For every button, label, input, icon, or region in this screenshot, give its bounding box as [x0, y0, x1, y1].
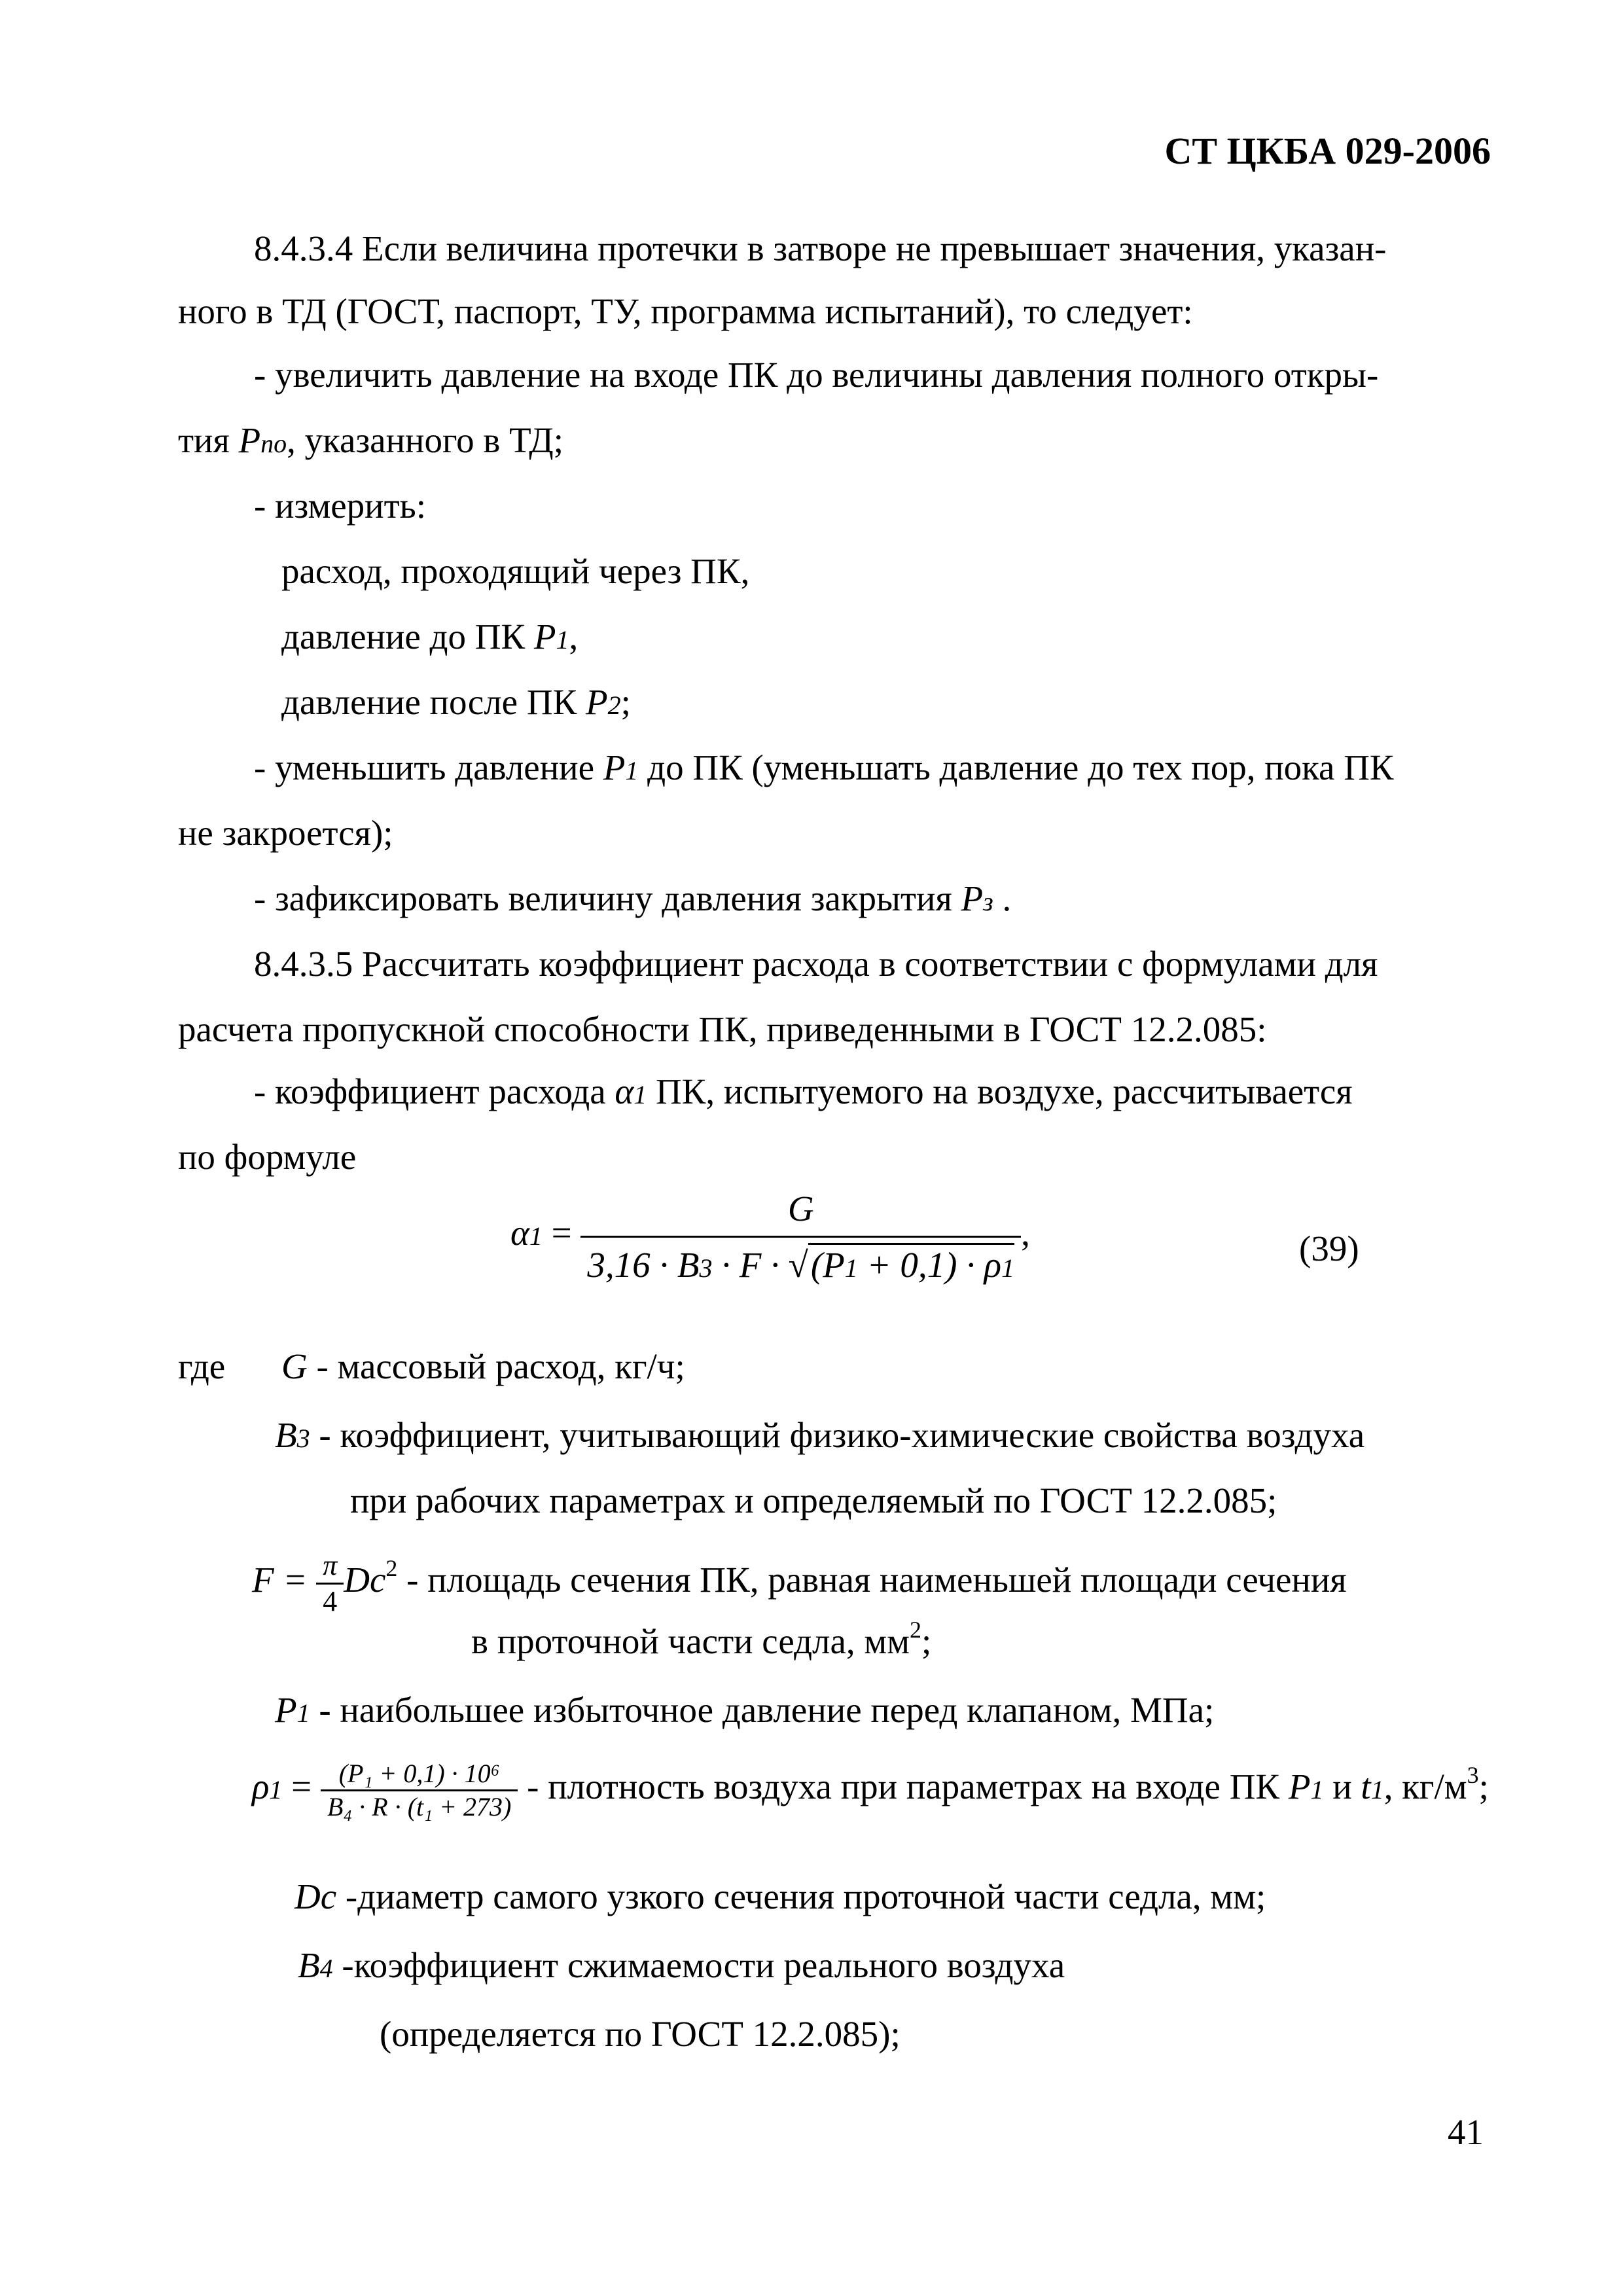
definition-rho: ρ1 = $\frac{\text{(P₁ + 0,1) · 10⁶}}{\text{B₄ · R · (t₁ + 273)}}$ - плотность воздуха при параметрах на входе ПК P1 и t1, $кг/м^3$; — [252, 1759, 1489, 1821]
document-code-header: СТ ЦКБА 029-2006 — [1164, 130, 1491, 172]
formula-39: α1 = $\frac{G}{3,16 \cdot B3 \cdot F \cdot √(P1 + 0,1) \cdot \rho 1}$ , — [510, 1189, 1030, 1285]
definition-B4-line2: (определяется по ГОСТ 12.2.085); — [380, 2014, 901, 2054]
step-fix-closing-pressure: - зафиксировать величину давления закрытия Pз . — [254, 878, 1012, 918]
step-decrease-pressure-line1: - уменьшить давление P1 до ПК (уменьшать давление до тех пор, пока ПК — [254, 747, 1394, 787]
measure-item-inlet-pressure: давление до ПК P1, — [281, 617, 579, 656]
step-increase-pressure-line1: - увеличить давление на входе ПК до величины давления полного откры- — [254, 355, 1379, 395]
definition-B3-line1: B3 - коэффициент, учитывающий физико-химические свойства воздуха — [275, 1415, 1365, 1455]
definition-F-line2: в проточной части седла, $мм^2$; — [471, 1617, 932, 1661]
page-number: 41 — [1448, 2112, 1484, 2152]
coefficient-air-line1: - коэффициент расхода α1 ПК, испытуемого на воздухе, рассчитывается — [254, 1071, 1353, 1111]
section-8-4-3-5-line1: 8.4.3.5 Рассчитать коэффициент расхода в соответствии с формулами для — [254, 944, 1378, 984]
definition-P1: P1 - наибольшее избыточное давление перед клапаном, МПа; — [275, 1690, 1215, 1730]
step-increase-pressure-line2: тия Pпо, указанного в ТД; — [178, 420, 564, 460]
formula-39-number: (39) — [1299, 1229, 1359, 1268]
where-label: где — [178, 1346, 226, 1386]
coefficient-air-line2: по формуле — [178, 1137, 357, 1177]
definition-F-fraction: $\frac{\pi}{4}$ — [316, 1551, 344, 1616]
definition-Dc: Dc -диаметр самого узкого сечения проточной части седла, мм; — [294, 1876, 1266, 1916]
measure-item-flow: расход, проходящий через ПК, — [281, 551, 750, 591]
formula-39-fraction: $\frac{G}{3,16 \cdot B3 \cdot F \cdot √(P1 + 0,1) \cdot \rho 1}$ — [580, 1188, 1021, 1285]
section-8-4-3-4-line2: ного в ТД (ГОСТ, паспорт, ТУ, программа испытаний), то следует: — [178, 291, 1193, 331]
step-measure: - измерить: — [254, 486, 426, 526]
section-8-4-3-4-line1: 8.4.3.4 Если величина протечки в затворе не превышает значения, указан- — [254, 228, 1387, 268]
measure-item-outlet-pressure: давление после ПК P2; — [281, 682, 631, 722]
definition-G: G - массовый расход, кг/ч; — [281, 1346, 685, 1386]
definition-B4-line1: B4 -коэффициент сжимаемости реального воздуха — [298, 1945, 1065, 1985]
definition-F-line1: F = $\frac{\pi}{4}$ Dc$^2$ - площадь сечения ПК, равная наименьшей площади сечения — [252, 1549, 1347, 1617]
step-decrease-pressure-line2: не закроется); — [178, 813, 393, 853]
section-8-4-3-5-line2: расчета пропускной способности ПК, приведенными в ГОСТ 12.2.085: — [178, 1009, 1267, 1049]
definition-B3-line2: при рабочих параметрах и определяемый по ГОСТ 12.2.085; — [350, 1480, 1277, 1520]
definition-rho-fraction: $\frac{\text{(P₁ + 0,1) · 10⁶}}{\text{B₄ · R · (t₁ + 273)}}$ — [321, 1761, 518, 1820]
